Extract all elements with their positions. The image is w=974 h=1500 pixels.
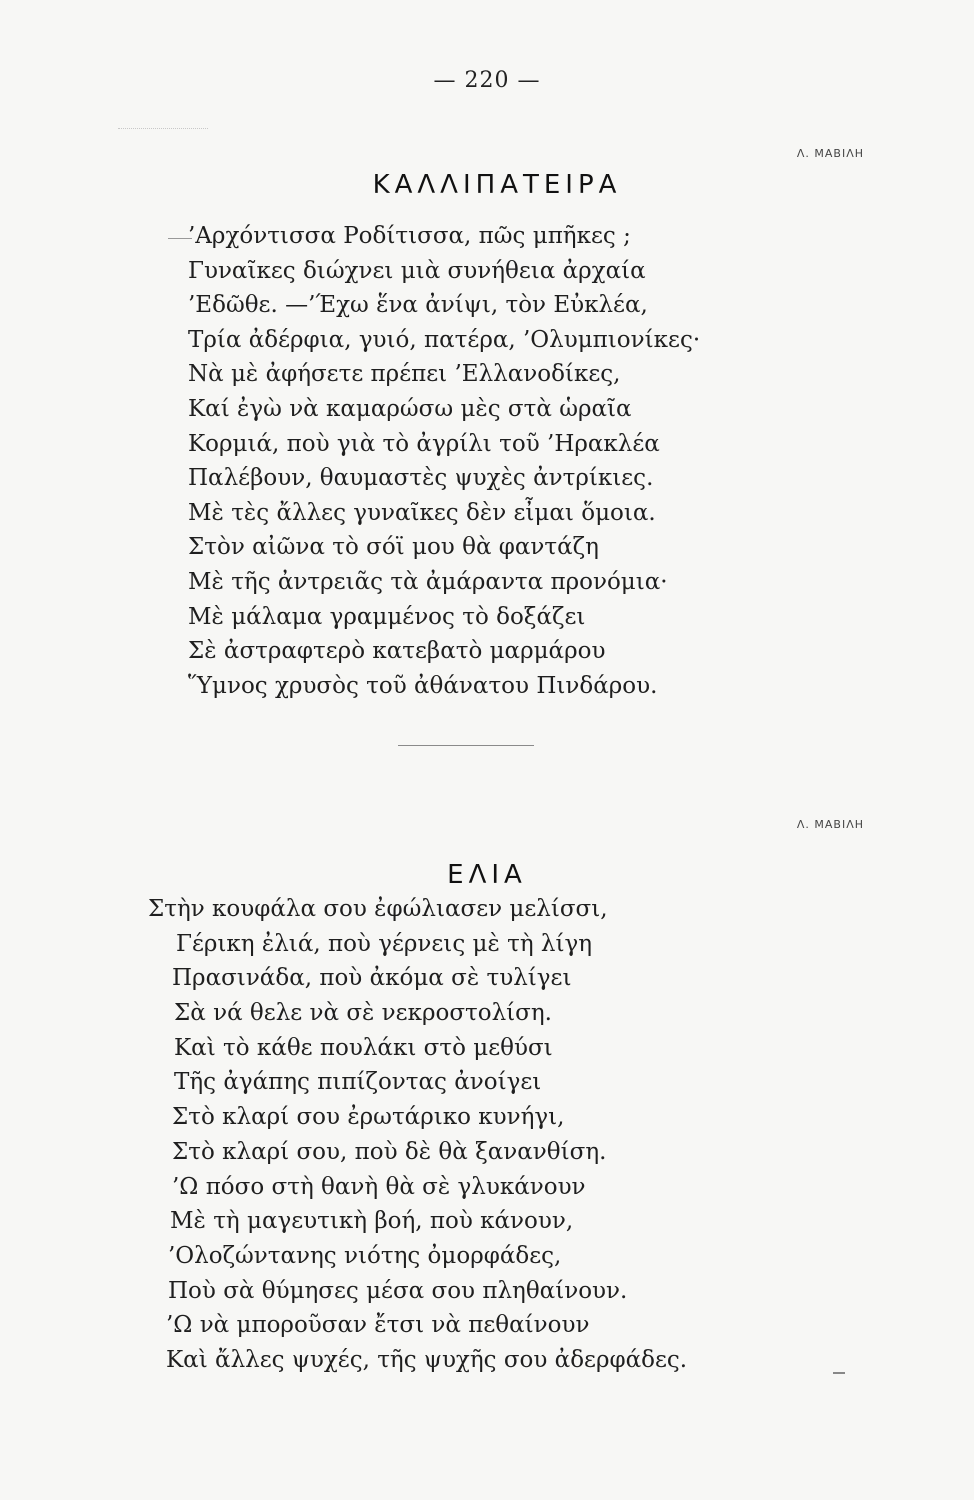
poem-line: Σὲ ἀστραφτερὸ κατεβατὸ μαρμάρου (188, 638, 606, 665)
poem-line: ’Ω νὰ μποροῦσαν ἔτσι νὰ πεθαίνουν (166, 1312, 590, 1339)
poem-line: Καί ἐγὼ νὰ καμαρώσω μὲς στὰ ὡραῖα (188, 395, 632, 422)
poem-line: Ποὺ σὰ θύμησες μέσα σου πληθαίνουν. (168, 1277, 628, 1304)
page-number: — 220 — (433, 68, 541, 93)
poem-line: ’Εδῶθε. —’Έχω ἕνα ἀνίψι, τὸν Εὐκλέα, (188, 292, 648, 319)
poem-line: Τῆς ἀγάπης πιπίζοντας ἀνοίγει (174, 1069, 542, 1096)
poem-line: Ὕμνος χρυσὸς τοῦ ἀθάνατου Πινδάρου. (188, 672, 658, 699)
poem-line: Καὶ ἄλλες ψυχές, τῆς ψυχῆς σου ἀδερφάδες. (166, 1346, 688, 1373)
poem-line: Πρασινάδα, ποὺ ἀκόμα σὲ τυλίγει (172, 965, 572, 992)
poem-line: Γέρικη ἐλιά, ποὺ γέρνεις μὲ τὴ λίγη (176, 930, 593, 957)
poem-line: Στὸ κλαρί σου, ποὺ δὲ θὰ ξανανθίση. (172, 1138, 607, 1165)
margin-mark (833, 1372, 845, 1374)
poem-line: Τρία ἀδέρφια, γυιό, πατέρα, ’Ολυμπιονίκες· (188, 326, 701, 353)
section-divider (398, 745, 534, 746)
poem-2-text (148, 892, 687, 1378)
poem-2-author: Λ. ΜΑΒΙΛΗ (796, 818, 864, 831)
poem-line: Μὲ τὲς ἄλλες γυναῖκες δὲν εἶμαι ὅμοια. (188, 499, 656, 526)
poem-line: Καὶ τὸ κάθε πουλάκι στὸ μεθύσι (174, 1034, 553, 1061)
poem-2-title: ΕΛΙΑ (447, 860, 527, 890)
poem-line: Σὰ νά θελε νὰ σὲ νεκροστολίση. (174, 1000, 552, 1027)
poem-line: Στὴν κουφάλα σου ἐφώλιασεν μελίσσι, (148, 896, 608, 922)
poem-1-author: Λ. ΜΑΒΙΛΗ (796, 147, 864, 160)
poem-line: Μὲ μάλαμα γραμμένος τὸ δοξάζει (188, 603, 586, 630)
poem-1-text (188, 219, 700, 703)
poem-line: ’Ω πόσο στὴ θανὴ θὰ σὲ γλυκάνουν (172, 1173, 586, 1200)
poem-line: Μὲ τὴ μαγευτικὴ βοή, ποὺ κάνουν, (170, 1208, 574, 1235)
poem-line: Παλέβουν, θαυμαστὲς ψυχὲς ἀντρίκιες. (188, 465, 654, 492)
poem-1-title: ΚΑΛΛΙΠΑΤΕΙΡΑ (372, 170, 622, 200)
poem-line: Γυναῖκες διώχνει μιὰ συνήθεια ἀρχαία (188, 257, 646, 284)
paper-smudge (118, 128, 208, 133)
poem-line: Στὸ κλαρί σου ἐρωτάρικο κυνήγι, (172, 1104, 565, 1131)
poem-line: Νὰ μὲ ἀφήσετε πρέπει ’Ελλανοδίκες, (188, 361, 621, 388)
poem-line: ’Ολοζώντανης νιότης ὀμορφάδες, (168, 1242, 562, 1269)
poem-line: Στὸν αἰῶνα τὸ σόϊ μου θὰ φαντάζη (188, 534, 599, 561)
poem-line: ’Αρχόντισσα Ροδίτισσα, πῶς μπῆκες ; (188, 223, 631, 249)
poem-line: Μὲ τῆς ἀντρειᾶς τὰ ἀμάραντα προνόμια· (188, 568, 668, 595)
poem-line: Κορμιά, ποὺ γιὰ τὸ ἀγρίλι τοῦ ’Ηρακλέα (188, 430, 660, 457)
